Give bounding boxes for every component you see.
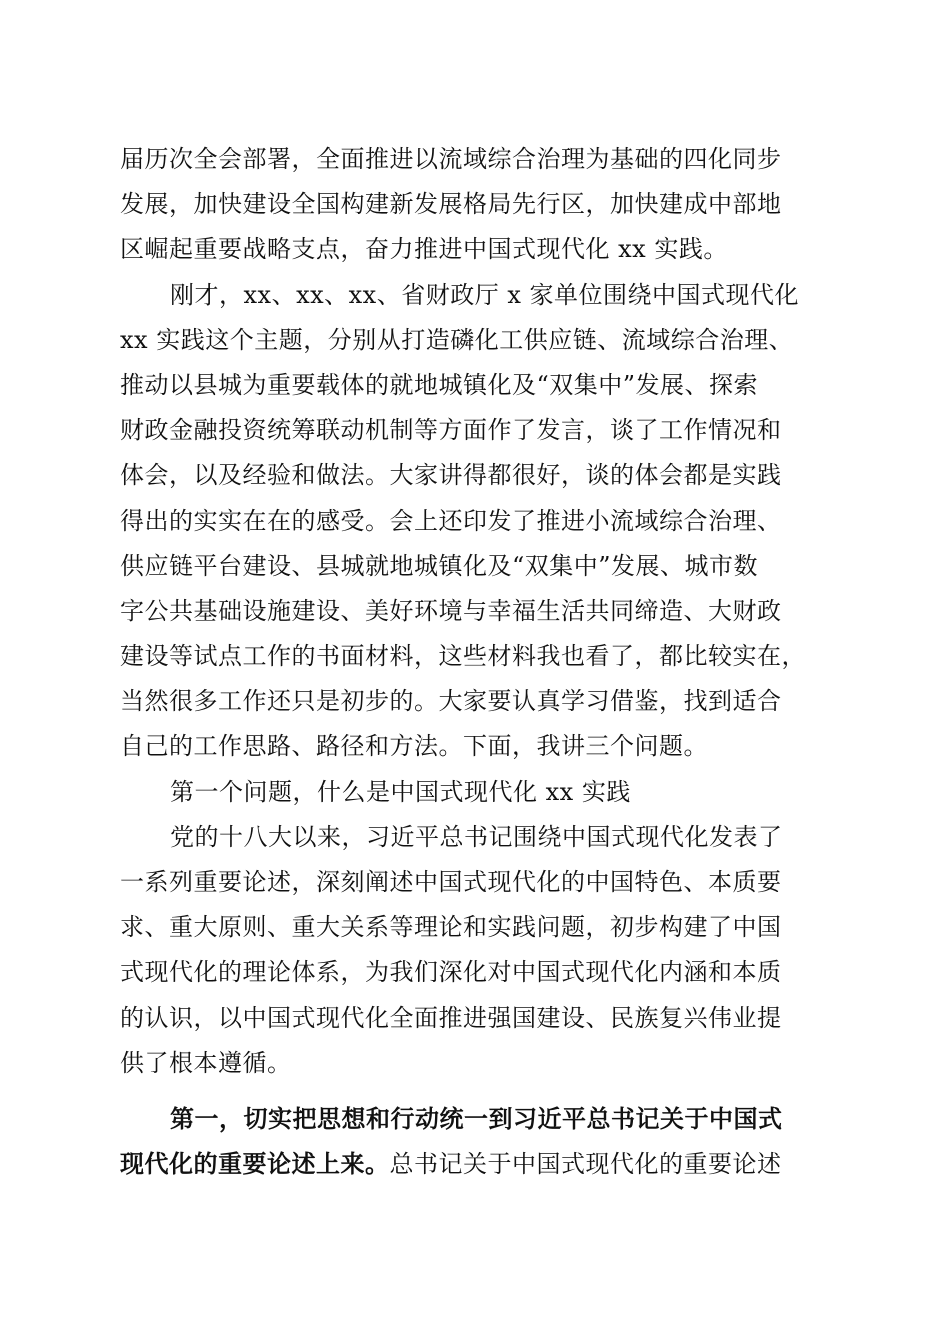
text-line: 体会，以及经验和做法。大家讲得都很好，谈的体会都是实践 <box>120 461 782 490</box>
text-line: xx 实践这个主题，分别从打造磷化工供应链、流域综合治理、 <box>120 325 794 354</box>
text-line: 刚才，xx、xx、xx、省财政厅 x 家单位围绕中国式现代化 <box>170 280 800 309</box>
document-body <box>120 137 832 1186</box>
text-line: 字公共基础设施建设、美好环境与幸福生活共同缔造、大财政 <box>120 596 782 625</box>
text-line: 一系列重要论述，深刻阐述中国式现代化的中国特色、本质要 <box>120 868 782 896</box>
text-line: 党的十八大以来，习近平总书记围绕中国式现代化发表了 <box>170 822 783 851</box>
subsection-heading: 第一，切实把思想和行动统一到习近平总书记关于中国式 <box>170 1103 783 1133</box>
text-line: 发展，加快建设全国构建新发展格局先行区，加快建成中部地 <box>120 190 782 219</box>
text-line: 自己的工作思路、路径和方法。下面，我讲三个问题。 <box>120 732 708 761</box>
text-line: 建设等试点工作的书面材料，这些材料我也看了，都比较实在， <box>120 642 806 671</box>
text-line: 届历次全会部署，全面推进以流域综合治理为基础的四化同步 <box>120 145 782 173</box>
text-line: 推动以县城为重要载体的就地城镇化及“双集中”发展、探索 <box>120 370 759 399</box>
text-line: 得出的实实在在的感受。会上还印发了推进小流域综合治理、 <box>120 506 782 535</box>
text-line: 供了根本遵循。 <box>120 1048 292 1077</box>
paragraph-gap <box>120 1086 832 1096</box>
text-line: 当然很多工作还只是初步的。大家要认真学习借鉴，找到适合 <box>120 687 782 716</box>
text-line: 财政金融投资统筹联动机制等方面作了发言，谈了工作情况和 <box>120 416 782 445</box>
text-line: 式现代化的理论体系，为我们深化对中国式现代化内涵和本质 <box>120 958 782 987</box>
text-line: 区崛起重要战略支点，奋力推进中国式现代化 xx 实践。 <box>120 235 728 264</box>
text-line: 供应链平台建设、县城就地城镇化及“双集中”发展、城市数 <box>120 551 759 580</box>
subsection-heading-end: 现代化的重要论述上来。 <box>120 1149 390 1179</box>
mixed-line <box>120 1141 832 1186</box>
text-line: 求、重大原则、重大关系等理论和实践问题，初步构建了中国 <box>120 913 782 942</box>
section-heading: 第一个问题，什么是中国式现代化 xx 实践 <box>170 777 631 806</box>
text-fragment: 总书记关于中国式现代化的重要论述 <box>389 1150 782 1179</box>
text-line: 的认识，以中国式现代化全面推进强国建设、民族复兴伟业提 <box>120 1003 782 1032</box>
